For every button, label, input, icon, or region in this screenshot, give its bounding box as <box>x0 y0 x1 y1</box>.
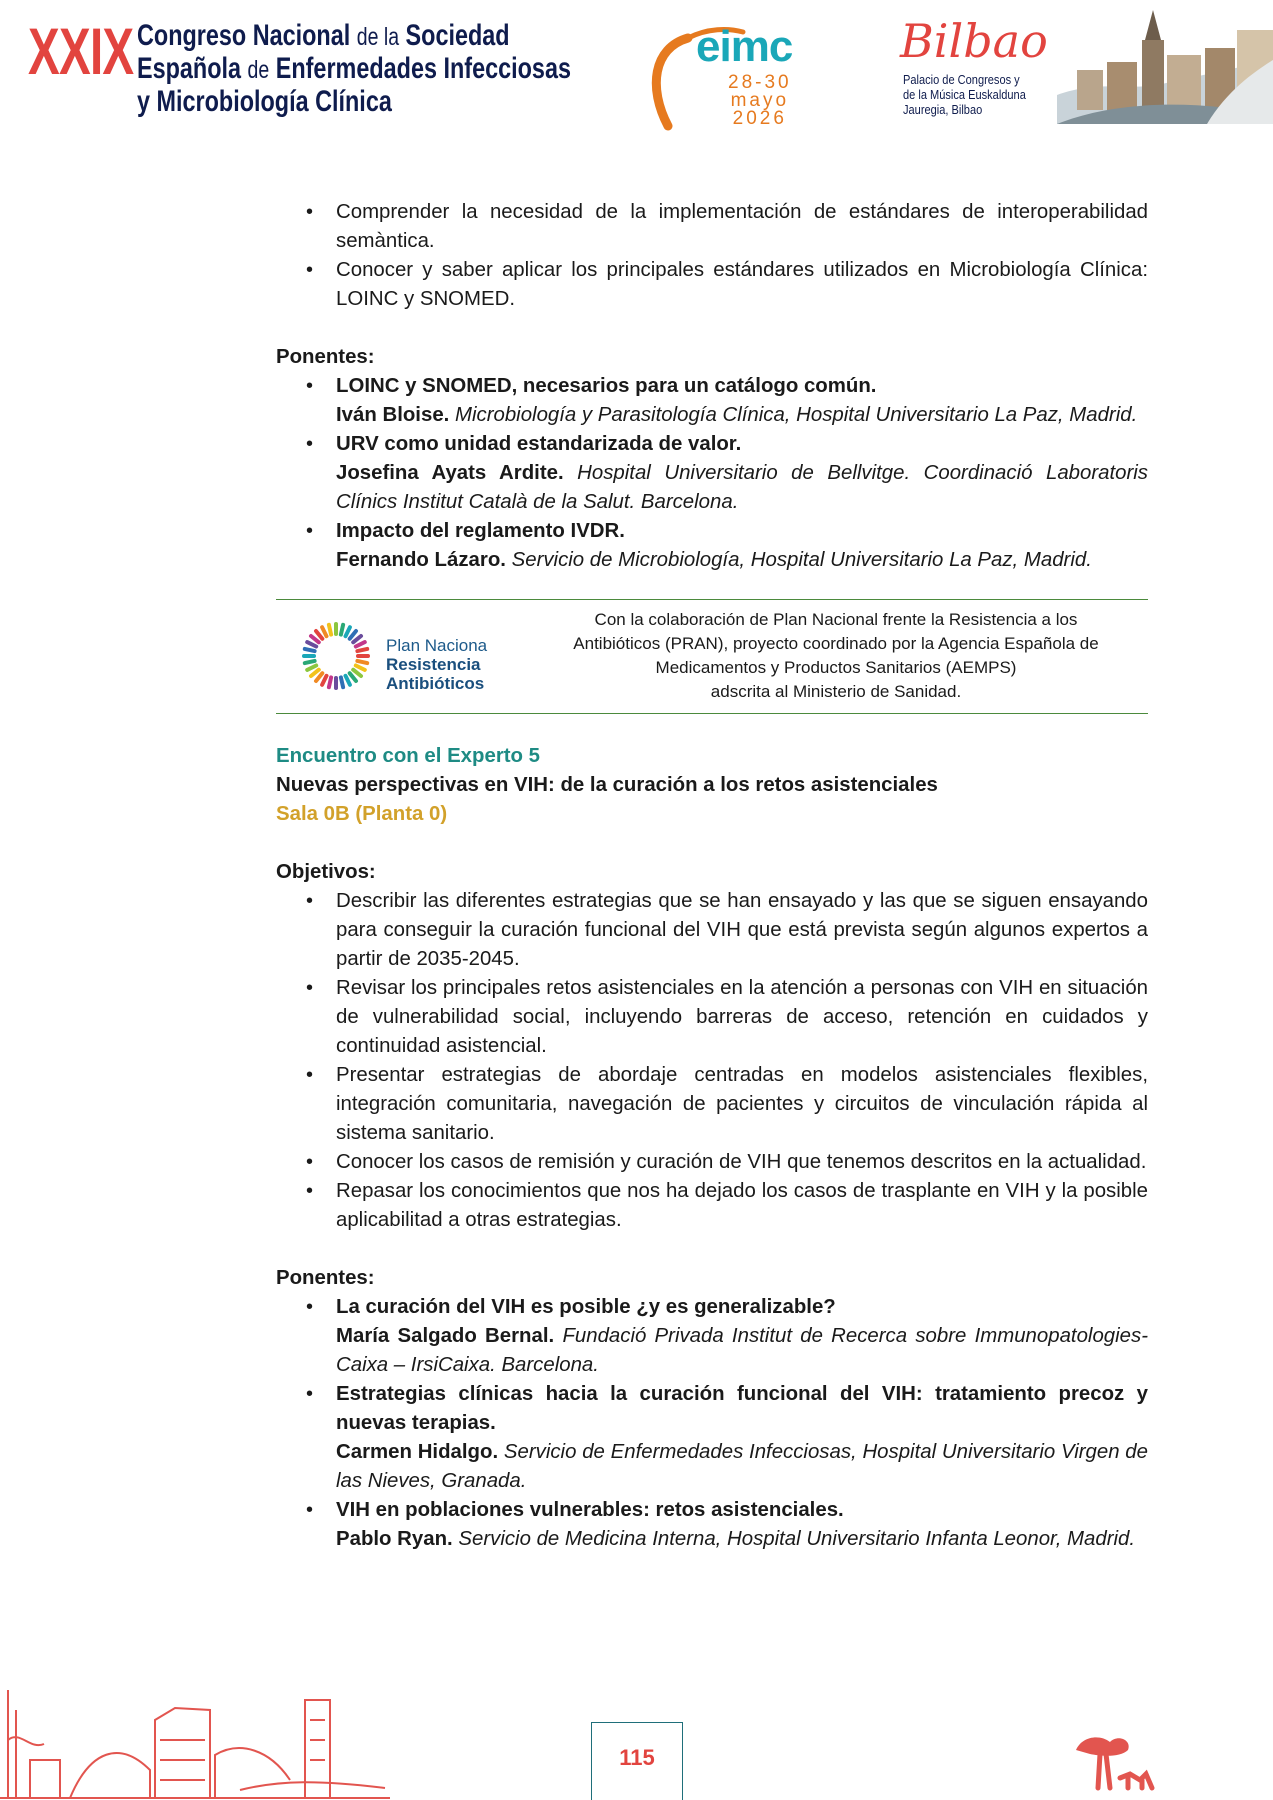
list-item: • Describir las diferentes estrategias que se han ensayado y las que se siguen ensayando para conseguir la curación funcional del VIH que está prevista según algunos expertos a partir de 2035-2045. <box>306 890 1148 970</box>
talk-title: LOINC y SNOMED, necesarios para un catálogo común. <box>336 375 877 397</box>
collaboration-text <box>526 608 1146 704</box>
page-number-box <box>591 1722 683 1800</box>
page-content <box>276 198 1148 1554</box>
talk-title: VIH en poblaciones vulnerables: retos asistenciales. <box>336 1499 844 1521</box>
list-item: • Revisar los principales retos asistenciales en la atención a personas con VIH en situación de vulnerabilidad social, incluyendo barreras de acceso, retención en cuidados y continuidad asistencial. <box>306 977 1148 1057</box>
session-room: Sala 0B (Planta 0) <box>276 803 448 825</box>
list-item: • Conocer los casos de remisión y curación de VIH que tenemos descritos en la actualidad. <box>306 1151 1147 1173</box>
list-item: • Conocer y saber aplicar los principales estándares utilizados en Microbiología Clínica: LOINC y SNOMED. <box>306 259 1148 310</box>
list-item: • LOINC y SNOMED, necesarios para un catálogo común. Iván Bloise. Microbiología y Parasitología Clínica, Hospital Universitario La Paz, Madrid. <box>276 372 1148 430</box>
page-header <box>0 0 1273 140</box>
ponentes-heading: Ponentes: <box>276 346 375 368</box>
title-line1-b: de la <box>356 23 400 51</box>
session-label: Encuentro con el Experto 5 <box>276 745 541 767</box>
speaker-affiliation: Servicio de Microbiología, Hospital Universitario La Paz, Madrid. <box>511 549 1092 571</box>
talk-title: Impacto del reglamento IVDR. <box>336 520 625 542</box>
collab-line1: Con la colaboración de Plan Nacional frente la Resistencia a los <box>594 610 1078 629</box>
collab-line4: adscrita al Ministerio de Sanidad. <box>710 682 962 701</box>
pran-ring-icon <box>298 614 378 698</box>
venue <box>903 72 1026 117</box>
eimc-wordmark: eimc <box>696 22 793 71</box>
speaker-affiliation: Servicio de Enfermedades Infecciosas, Hospital Universitario Virgen de las Nieves, Granada. <box>336 1441 1148 1492</box>
pran-line2: Resistencia <box>386 655 481 674</box>
title-line2-b: de <box>247 56 270 84</box>
pran-line3: Antibióticos <box>386 674 485 693</box>
bilbao-city-photo-icon <box>1057 0 1273 124</box>
title-line2-a: Española <box>137 52 242 85</box>
city-name: Bilbao <box>900 14 1048 68</box>
talk-title: La curación del VIH es posible ¿y es generalizable? <box>336 1296 836 1318</box>
pran-logo-text <box>386 636 487 693</box>
previous-speakers-list <box>276 372 1148 575</box>
dates-line2: mayo <box>730 90 790 111</box>
dates-line1: 28-30 <box>728 72 792 93</box>
collab-line3: Medicamentos y Productos Sanitarios (AEMPS) <box>655 658 1017 677</box>
speaker-name: Pablo Ryan. <box>336 1528 453 1550</box>
session-title: Nuevas perspectivas en VIH: de la curación a los retos asistenciales <box>276 774 938 796</box>
corner-tree-illustration-icon <box>1070 1728 1160 1800</box>
speaker-name: Josefina Ayats Ardite. <box>336 462 564 484</box>
list-item: • La curación del VIH es posible ¿y es generalizable? María Salgado Bernal. Fundació Privada Institut de Recerca sobre Immunopatologies-Caixa – IrsiCaixa. Barcelona. <box>276 1293 1148 1380</box>
congress-title <box>137 20 571 117</box>
venue-line1: Palacio de Congresos y <box>903 72 1020 87</box>
list-item: • VIH en poblaciones vulnerables: retos asistenciales. Pablo Ryan. Servicio de Medicina Interna, Hospital Universitario Infanta Leonor, Madrid. <box>276 1496 1148 1554</box>
dates-line3: 2026 <box>732 108 787 129</box>
previous-objectives-list <box>276 198 1148 314</box>
venue-line2: de la Música Euskalduna <box>903 87 1026 102</box>
objectives-list <box>276 887 1148 1235</box>
talk-title: Estrategias clínicas hacia la curación funcional del VIH: tratamiento precoz y nuevas terapias. <box>336 1383 1148 1434</box>
list-item: • Estrategias clínicas hacia la curación funcional del VIH: tratamiento precoz y nuevas terapias. Carmen Hidalgo. Servicio de Enfermedades Infecciosas, Hospital Universitario Virgen de las Nieves, Granada. <box>276 1380 1148 1496</box>
pran-logo <box>298 614 518 698</box>
congress-dates <box>728 74 792 128</box>
title-line2-c: Enfermedades Infecciosas <box>275 52 571 85</box>
page-number: 115 <box>619 1745 655 1770</box>
title-line3: y Microbiología Clínica <box>137 85 392 118</box>
collab-line2: Antibióticos (PRAN), proyecto coordinado por la Agencia Española de <box>573 634 1099 653</box>
speaker-affiliation: Servicio de Medicina Interna, Hospital Universitario Infanta Leonor, Madrid. <box>458 1528 1136 1550</box>
speaker-affiliation: Hospital Universitario de Bellvitge. Coordinació Laboratoris Clínics Institut Català de la Salut. Barcelona. <box>336 462 1148 513</box>
speaker-name: María Salgado Bernal. <box>336 1325 555 1347</box>
title-line1-a: Congreso Nacional <box>137 19 351 52</box>
eimc-logo <box>648 18 818 133</box>
list-item: • Impacto del reglamento IVDR. Fernando Lázaro. Servicio de Microbiología, Hospital Universitario La Paz, Madrid. <box>276 517 1148 575</box>
city-sketch-illustration-icon <box>0 1680 390 1800</box>
ponentes-heading: Ponentes: <box>276 1267 375 1289</box>
list-item: • Presentar estrategias de abordaje centradas en modelos asistenciales flexibles, integración comunitaria, navegación de pacientes y circuitos de vinculación rápida al sistema sanitario. <box>306 1064 1148 1144</box>
collaboration-box <box>276 599 1148 714</box>
speakers-list <box>276 1293 1148 1554</box>
list-item: • Repasar los conocimientos que nos ha dejado los casos de trasplante en VIH y la posible aplicabilitad a otras estrategias. <box>306 1180 1148 1231</box>
objetivos-heading: Objetivos: <box>276 861 376 883</box>
speaker-name: Carmen Hidalgo. <box>336 1441 499 1463</box>
speaker-affiliation: Fundació Privada Institut de Recerca sobre Immunopatologies-Caixa – IrsiCaixa. Barcelona. <box>336 1325 1148 1376</box>
speaker-name: Iván Bloise. <box>336 404 450 426</box>
venue-line3: Jauregia, Bilbao <box>903 102 983 117</box>
speaker-affiliation: Microbiología y Parasitología Clínica, Hospital Universitario La Paz, Madrid. <box>455 404 1138 426</box>
pran-line1: Plan Naciona <box>386 636 488 655</box>
list-item: • URV como unidad estandarizada de valor. Josefina Ayats Ardite. Hospital Universitario de Bellvitge. Coordinació Laboratoris Clínics Institut Català de la Salut. Barcelona. <box>276 430 1148 517</box>
title-line1-c: Sociedad <box>405 19 510 52</box>
talk-title: URV como unidad estandarizada de valor. <box>336 433 742 455</box>
list-item: • Comprender la necesidad de la implementación de estándares de interoperabilidad semàntica. <box>306 201 1148 252</box>
congress-edition-numeral: XXIX <box>28 14 134 88</box>
speaker-name: Fernando Lázaro. <box>336 549 506 571</box>
